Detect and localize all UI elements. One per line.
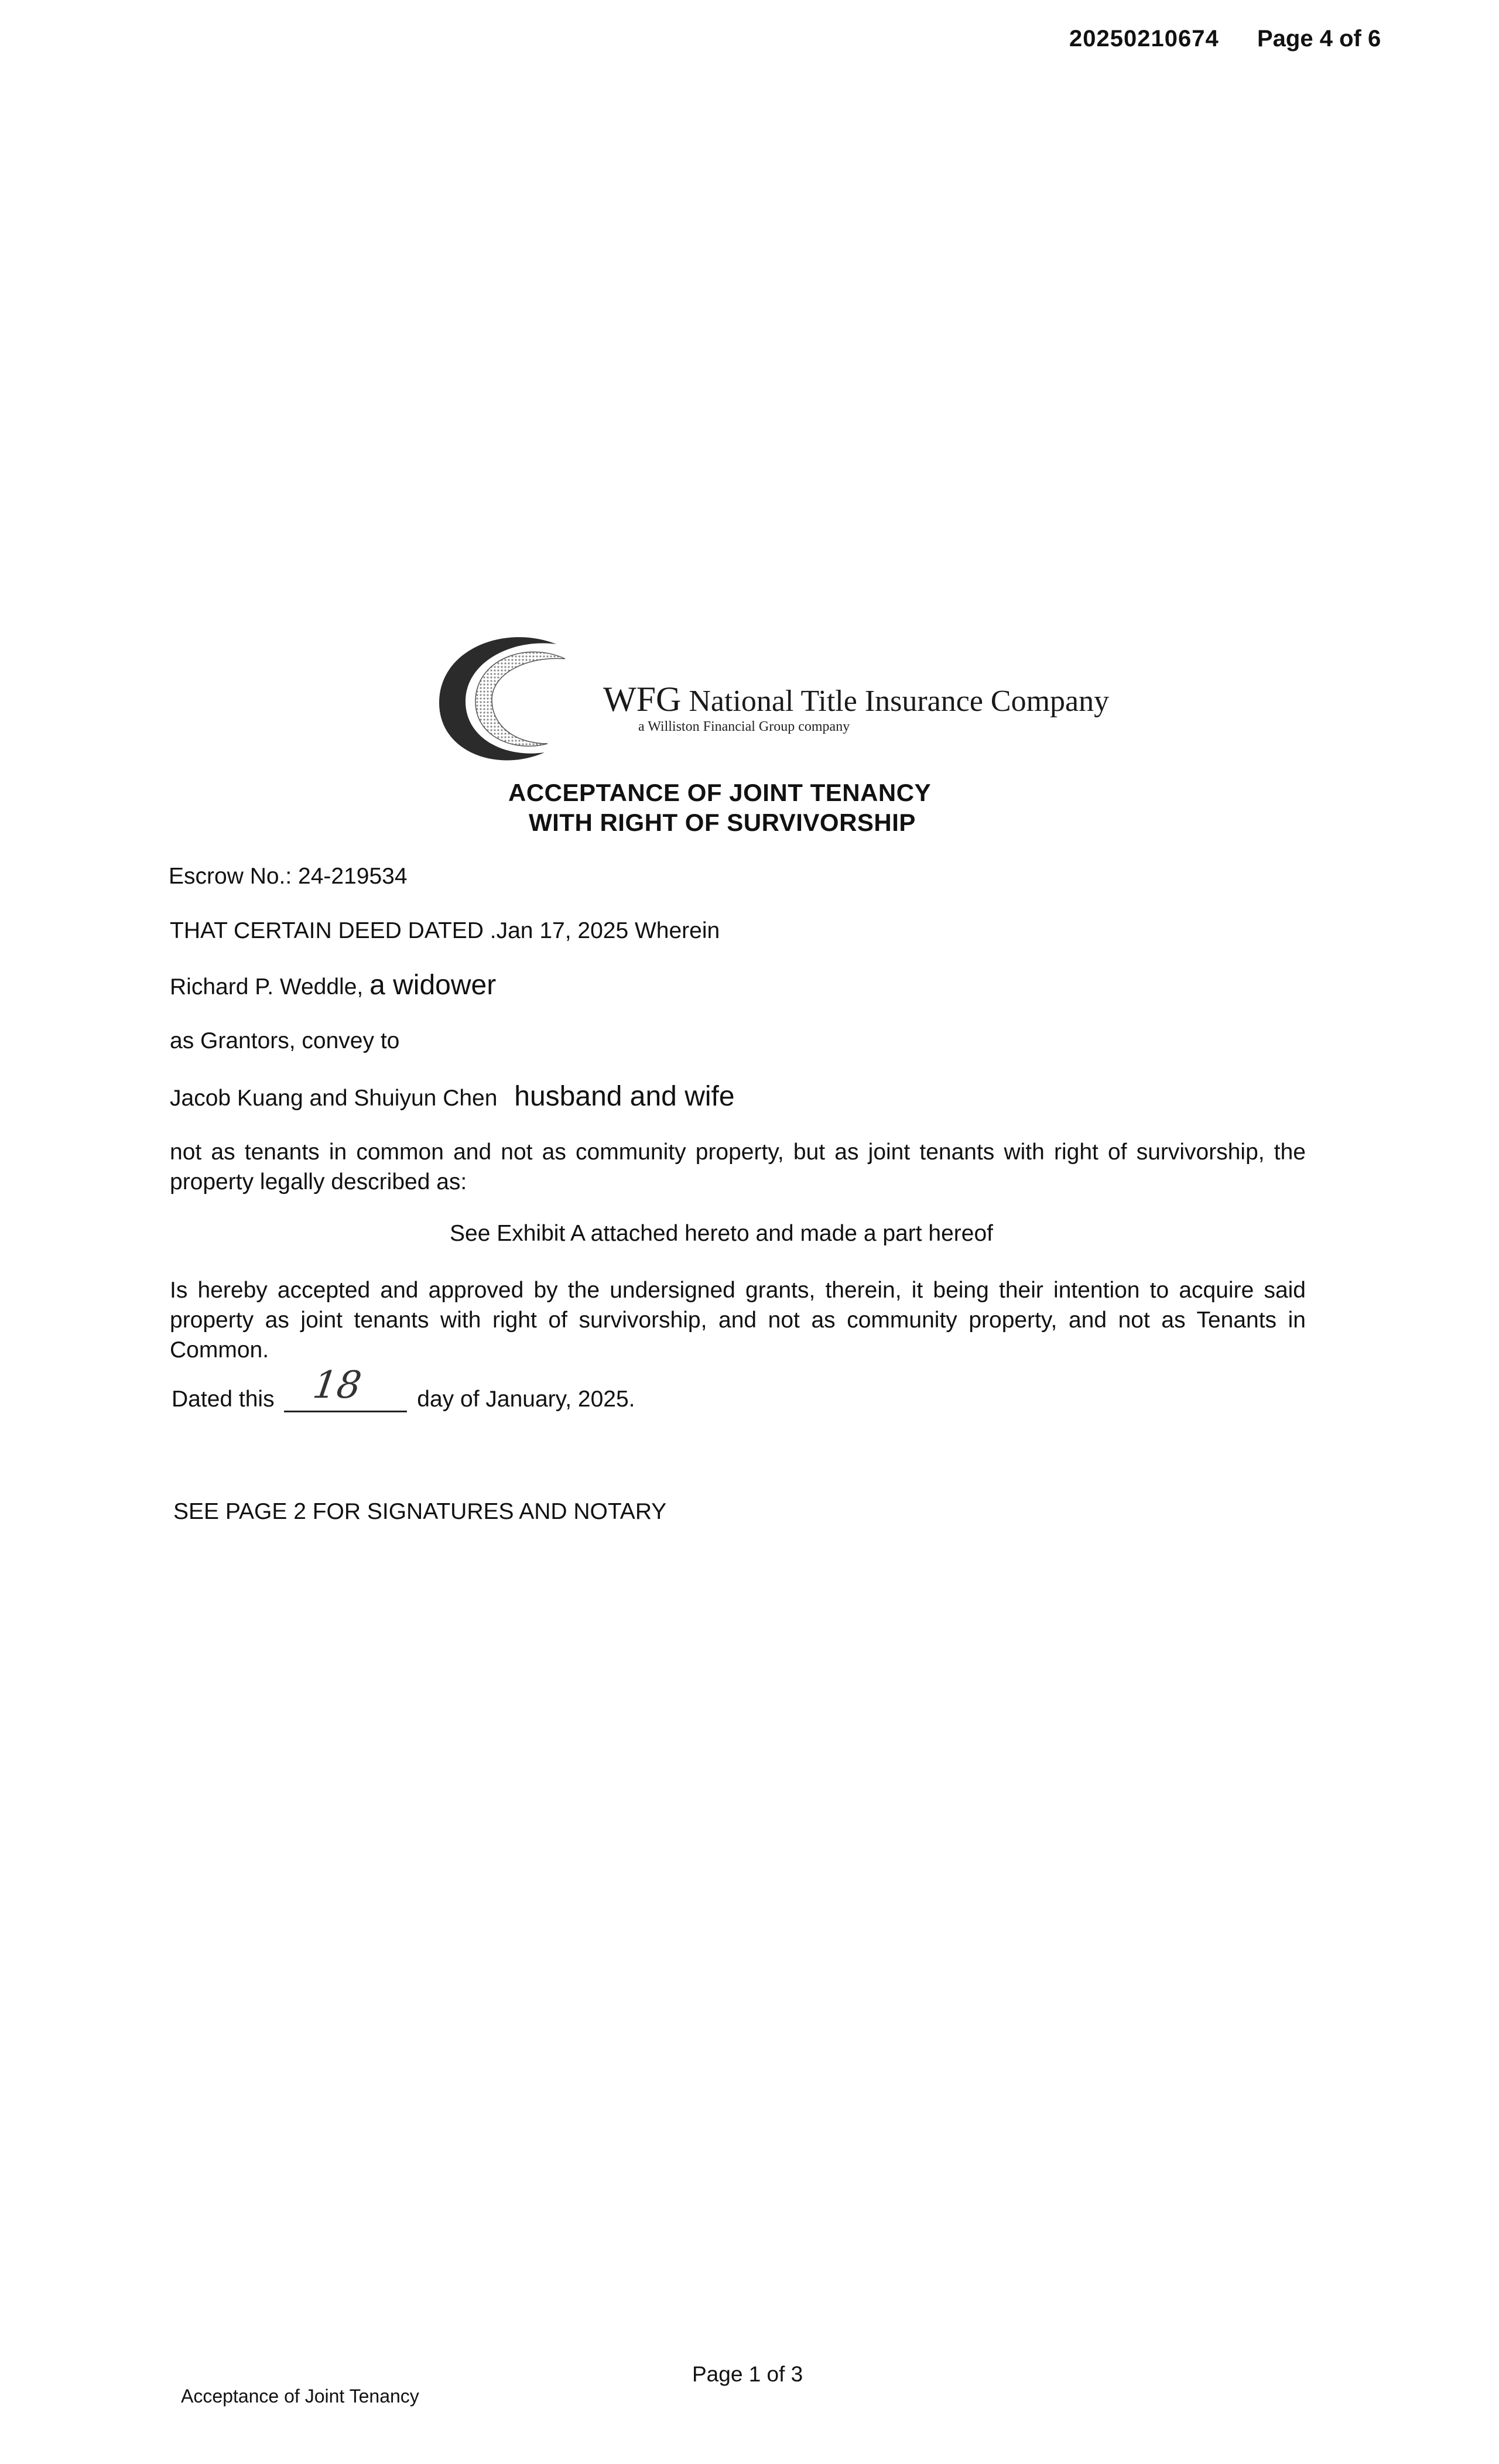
grantee-names: Jacob Kuang and Shuiyun Chen (170, 1086, 498, 1111)
dated-prefix: Dated this (172, 1387, 275, 1412)
acceptance-paragraph: Is hereby accepted and approved by the undersigned grants, therein, it being their intention to acquire said property as joint tenants with right of survivorship, and not as community property, and not as Tenants in Common. (170, 1278, 1306, 1363)
company-logo (433, 627, 1110, 767)
grantor-name: Richard P. Weddle, (170, 974, 364, 1000)
grantors-convey-line: as Grantors, convey to (170, 1028, 400, 1053)
document-title-line-2: WITH RIGHT OF SURVIVORSHIP (529, 809, 916, 836)
recording-page-label: Page 4 of 6 (1257, 26, 1381, 52)
grantor-line (170, 969, 496, 1001)
logo-tagline: a Williston Financial Group company (638, 719, 850, 734)
dated-suffix: day of January, 2025. (417, 1387, 635, 1412)
document-title-line-1: ACCEPTANCE OF JOINT TENANCY (508, 779, 932, 806)
crescent-logo-icon (433, 627, 609, 767)
logo-wfg-mark: WFG (603, 680, 682, 718)
deed-date-line: THAT CERTAIN DEED DATED .Jan 17, 2025 Wherein (170, 918, 720, 943)
escrow-number: Escrow No.: 24-219534 (169, 864, 408, 889)
tenancy-paragraph: not as tenants in common and not as community property, but as joint tenants with right of survivorship, the property legally described as: (170, 1139, 1306, 1195)
logo-company-name (603, 679, 1109, 720)
exhibit-reference: See Exhibit A attached hereto and made a part hereof (450, 1221, 993, 1246)
grantor-status: a widower (369, 970, 497, 1001)
recording-number: 20250210674 (1069, 26, 1219, 52)
logo-company-text: National Title Insurance Company (689, 685, 1110, 718)
handwritten-day: 18 (310, 1364, 365, 1407)
day-blank-line (284, 1364, 407, 1412)
footer-document-title: Acceptance of Joint Tenancy (181, 2386, 419, 2407)
grantee-status: husband and wife (514, 1081, 735, 1112)
signatures-notice: SEE PAGE 2 FOR SIGNATURES AND NOTARY (173, 1499, 667, 1524)
grantee-line (170, 1080, 735, 1113)
dated-line (172, 1364, 635, 1412)
footer-page-count: Page 1 of 3 (692, 2362, 803, 2386)
